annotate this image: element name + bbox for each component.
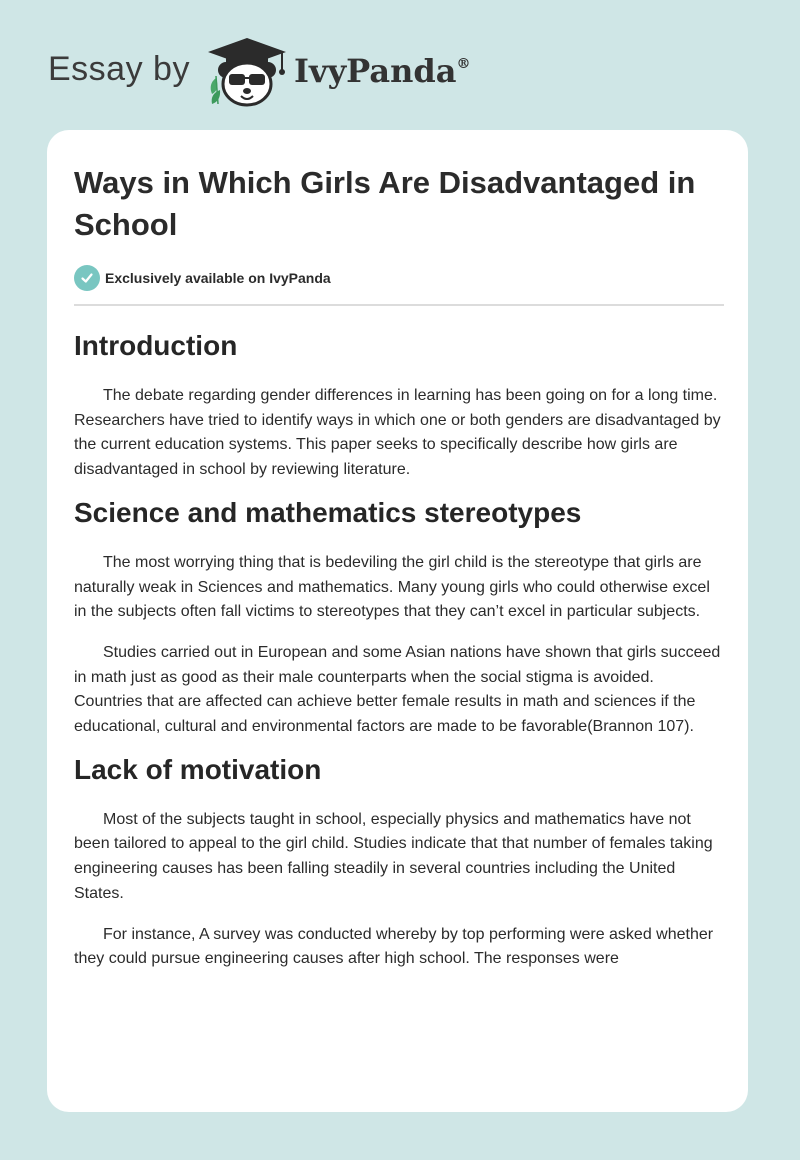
exclusive-badge — [74, 264, 724, 292]
paragraph: The most worrying thing that is bedeviling the girl child is the stereotype that girls are naturally weak in Sciences and mathematics. Many young girls who could otherwise excel in the subjects often fall victims to stereotypes that they can’t excel in particular subjects. — [74, 553, 710, 621]
article-content — [74, 162, 724, 972]
paragraph: Most of the subjects taught in school, especially physics and mathematics have not been tailored to appeal to the girl child. Studies indicate that that number of females taking engineering causes has been falling steadily in several countries including the United States. — [74, 810, 713, 902]
brand-name[interactable] — [294, 52, 470, 90]
site-header — [48, 36, 508, 108]
check-circle-icon — [74, 265, 100, 291]
paragraph: The debate regarding gender differences in learning has been going on for a long time. Researchers have tried to identify ways in which one or both genders are disadvantaged by the current education systems. This paper seeks to specifically describe how girls are disadvantaged in school by reviewing literature. — [74, 387, 721, 479]
article-card — [47, 130, 748, 1112]
brand-text: IvyPanda — [294, 52, 457, 90]
ivypanda-logo[interactable] — [202, 36, 292, 108]
section-heading-motivation: Lack of motivation — [74, 753, 322, 785]
panda-graduate-icon — [202, 36, 292, 108]
exclusive-label: Exclusively available on IvyPanda — [105, 270, 331, 286]
divider — [74, 304, 724, 306]
section-heading-introduction: Introduction — [74, 330, 238, 361]
paragraph: For instance, A survey was conducted whereby by top performing were asked whether they could pursue engineering causes after high school. The responses were — [74, 925, 714, 968]
registered-mark: ® — [456, 56, 471, 72]
paragraph: Studies carried out in European and some Asian nations have shown that girls succeed in math just as good as their male counterparts when the social stigma is avoided. Countries that are affected can achieve better female results in math and sciences if the educational, cultural and environmental factors are made to be favorable(Brannon 107). — [74, 643, 721, 736]
section-heading-stereotypes: Science and mathematics stereotypes — [74, 496, 582, 528]
article-title: Ways in Which Girls Are Disadvantaged in School — [74, 165, 696, 242]
essay-by-label: Essay by — [48, 50, 190, 88]
